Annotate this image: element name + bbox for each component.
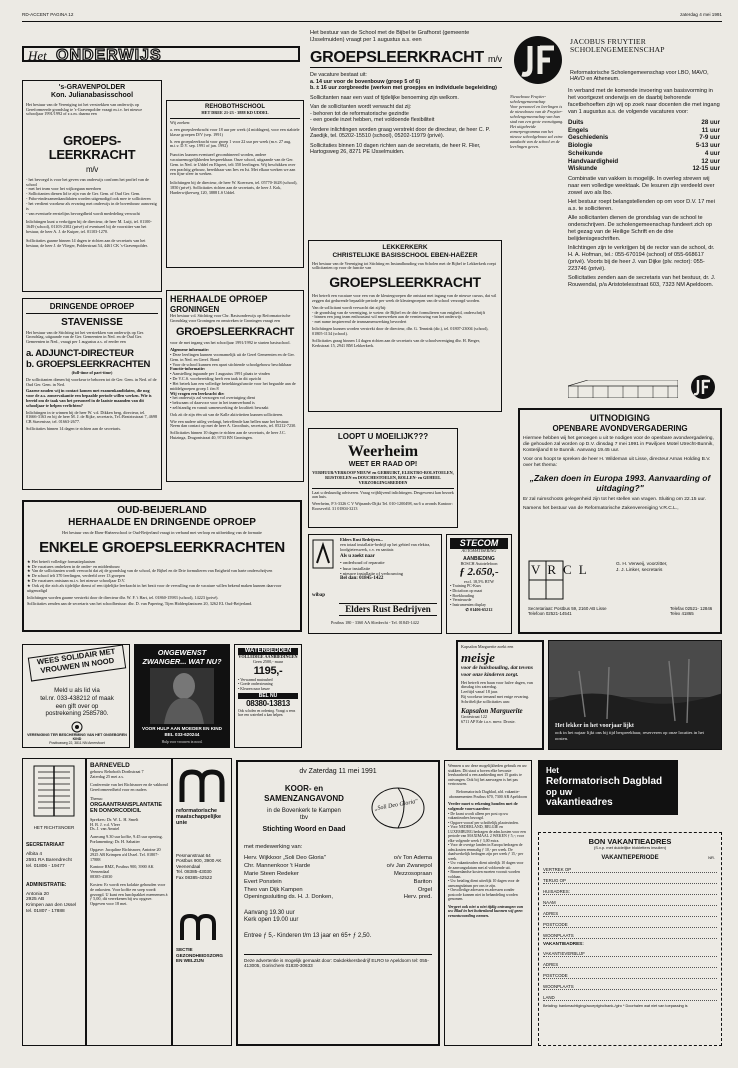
ad-stavenisse [22,298,162,490]
ad-bijbel-apply: Sollicitaties binnen 10 dagen richten aan de secretaris, de heer R. Flier, Hartogsweg 26, 8271 PE IJsselmuiden. [310,142,481,155]
soli-deo-gloria-text: „Soli Deo Gloria" [373,798,419,813]
ad-bijbel-f2: Van de sollicitanten wordt verwacht dat zij: - behoren tot de reformatorische gezindte - een goede inzet hebben, met voldoende flexibiliteit [310,104,435,124]
ad-jacobus-p4: Inlichtingen zijn te verkrijgen bij de rector van de school, dr. H. A. Hofman, tel.: 055-670194 (school) of 055-668617 (privé). Voorts bij de heer J. van Dijke (plv. rector): 055-223746 (privé). [568,245,715,272]
ad-wennen-cond-head: Verder moet u rekening houden met de volgende voorwaarden: [448,801,518,811]
ad-elders-also: Als u zoekt naar [340,554,375,560]
ad-meisje-p2: Leeftijd vanaf 18 jaar. [461,689,498,695]
ad-stecom [446,534,512,634]
ad-waterbedden-price: 1195,- [253,664,283,677]
subject-row [568,134,720,142]
ad-koor-time2: Kerk open 19.00 uur [244,917,299,924]
coupon-field[interactable] [543,979,717,990]
ad-waterbedden-price-head: Geen 2500,- maar [252,659,284,665]
ad-vakantie-head4: vakantieadres [546,797,613,809]
ad-stavenisse-intro: Het bestuur van de Stichting tot het verstrekken van onderwijs op Ger. Grondslag, uitgaande van de Ger. Gemeenten in Ned. en de Oud Ger. Gemeenten in Ned., vraagt per 1 augustus a.s. of eerder een [26,329,144,345]
subject-row [568,119,720,127]
subject-hours: 28 uur [701,118,720,126]
ad-wees-body: Meld u als lid via tel.nr. 033-438212 of maak een gift over op postrekening 2585780. [40,687,114,718]
ad-stavenisse-pos-b: b. GROEPSLEERKRACHTEN [26,359,151,371]
performer-row [244,871,432,879]
ad-zwanger-foot2: Hulp voor vrouwen in nood. [161,740,203,744]
performer-role: Orgel [417,886,432,893]
ad-reserveren-text [555,723,717,741]
ad-jacobus-subjects [568,119,720,173]
ad-juliana-school: Kon. Julianabasisschool [50,92,134,100]
ad-elders-items: • onderhoud of reparatie • huur installatie • nieuwe installatie of verbouwing [340,560,404,576]
ad-richtsnoer-sec: Albita 4 2591 RA Barendrecht tel. 01806 - 19477 [26,852,72,869]
performer-row [244,863,432,871]
performer-role: o/v Jan Zwanepol [386,863,432,870]
jacobus-logo-icon [512,34,564,86]
ad-barneveld-speakers: Sprekers: Dr. W. L. H. Smelt H. B. J. v.d. Vleer Ds. J. van Amstel [90,816,139,832]
ad-stavenisse-pos-a: a. ADJUNCT-DIRECTEUR [26,348,134,360]
subject-hours: 12-15 uur [692,165,720,173]
ad-koor-lead: met medewerking van: [244,844,303,851]
ad-barneveld-theme-head: Thema: [90,796,103,801]
ad-groningen-big: GROEPSLEERKRACHT [175,326,295,339]
ad-lekkerkerk-body1: Het betreft een vacature voor een van de kleutergroepen die ontstaat met ingang van de nieuwe cursus, dat wil zeggen dat gedurende bepaalde periode per week de kleutergroepen van de school verzorgd worden. [312,293,497,303]
ad-barneveld-theme: ORGAANTRANSPLANTATIE EN DONORCODICIL [90,801,162,815]
ad-richtsnoer-org: HET RICHTSNOER [33,825,75,830]
performer-row [244,887,432,895]
coupon-field[interactable] [543,917,717,928]
ad-stavenisse-apply: Sollicitaties binnen 14 dagen te richten aan de secretaris. [26,426,121,432]
ad-zwanger-foot: VOOR HULP AAN MOEDER EN KIND BEL 033-620244 [142,726,222,737]
ad-elders [308,534,442,634]
page-header-date: zaterdag 4 mei 1991 [680,12,722,17]
subject-name: Handvaardigheid [568,157,619,165]
coupon-field-label: ADRES [543,962,559,968]
ad-barneveld-reg: Opgave: Jacquline Richtsnoer, Antoine 20 2925 AB Krimpen a/d IJssel. Tel. 01807-17888 [90,846,161,862]
ad-waterbedden-foot: Ook scholen en ordening. Vraagt u eens hoe een waterbed u kan helpen. [238,708,296,717]
coupon-field[interactable] [543,957,717,968]
ad-waterbedden-title: WATERBEDDEN [238,648,298,655]
ad-groningen-intro: Het bestuur v.d. Stichting voor Chr. Basisonderwijs op Reformatorische Grondslag voor Groningen en omstreken te Groningen vraagt een [170,313,291,324]
performer-role: Herv. pred. [403,894,432,901]
ad-uitnodiging [518,408,722,634]
ad-stavenisse-pos-b-sub: (full-time of part-time) [71,369,113,375]
ad-lekkerkerk [308,240,502,412]
header-rule [22,21,722,22]
ad-weerheim-addr: Weerheim, P 3-3326 C V Wijnands-Dijkt Tel. 010-1200498, na 6 u avonds Kantoor: Rooseveltl. 31 01804-3213 [312,501,453,512]
masthead [22,38,300,70]
ad-groningen-req: • Deze leerlingen kunnen voornamelijk uit de Gerel Gemeenten en de Ger. Gem. in Ned. en Geref. Bond • Voor de school kunnen een apart stichtende schoolgebouw beschikbaar [170,351,295,367]
ad-beijerland [22,500,302,632]
subject-name: Duits [568,118,584,126]
ad-vakantie [538,760,722,1046]
subject-row [568,142,720,150]
ad-koor [236,760,440,1046]
coupon-field[interactable] [543,906,717,917]
soli-deo-gloria-logo [370,784,426,832]
ad-richtsnoer [22,758,86,1046]
ad-groningen-ofu: Ook zit de zijn één uit van de Kalle aktiviteiten kunnen solliciteren. [170,411,284,417]
ad-stecom-items: • Training PC-Kurs • Dictafoon op maat • Boekhouding • Vernieuwde • Instrumenten display [450,583,487,607]
ad-rehoboth-item1: a. een groepsleerkracht voor 18 uur per week (4 middagen), voor een stabiele klasse groepen D/V (sep. 1991) [170,126,300,137]
ad-richtsnoer-sec-head: SECRETARIAAT [26,842,65,849]
ad-bijbel-vac: a. 14 uur voor de bovenbouw (groep 5 of 6) b. ± 16 uur zorgbreedte (werken met groepjes en individuele begeleiding) [310,78,497,92]
ad-uitnodiging-speaker: Voor ons hoopt te spreken de heer H. Wildeman uit Lisse, directeur Arnas Holding B.V. over het thema: [523,457,711,468]
vakantie-fields-home [543,862,717,939]
performer-role: Bariton [413,878,432,885]
ad-weerheim-note: Laat u deskundig adviseren. Vraag vrijblijvend inlichtingen. Desgewenst kan bezoek aan huis. [312,489,454,500]
ad-bijbel-title-suffix: m/v [488,53,502,64]
ad-beijerland-intro: Het bestuur van de Eben-Haëzerschool te Oud-Beijerland vraagt in verband met verloop en uitbreiding van de formatie [62,530,262,535]
ad-bijbel-title [310,48,502,68]
ad-meisje-sub: voor de huishouding, dat tevens voor onze kinderen zorgt. [461,665,533,679]
coupon-field-label: WOONPLAATS [543,984,574,990]
ad-uitnodiging-intro: Hiermee hebben wij het genoegen u uit te nodigen voor de openbare avondvergadering, die gehouden zal worden op D.V. dinsdag 7 mei 1991 in Paviljoen Motel Utrecht-Bunnik, Kosterijland 8 te Bunnik. Aanvang 19.45 uur. [523,436,714,454]
ad-vakantie-form-title: BON VAKANTIEADRES [588,837,672,846]
subject-row [568,165,720,173]
coupon-field[interactable] [543,946,717,957]
ad-groningen-extra: Wie een nadere uitleg verlangt, betreffende kan bellen naar het bestuur. Neem dan contact op met de heer A. Groothuis, secretaris, tel. 05212-7230. [170,418,297,429]
ad-lekkerkerk-apply: Sollicitaties graag binnen 14 dagen richten aan de secretaris van de schoolvereniging dhr. H. Berger, Kerkstraat 15, 2941 BM Lekkerkerk. [312,337,481,348]
svg-text:Het: Het [28,48,47,63]
ad-juliana [22,80,162,292]
ad-lekkerkerk-intro: Het bestuur van de Vereniging tot Stichting en Instandhouding van Scholen met de Bijbel te Lekkerkerk roept sollicitanten op voor de functie van [312,260,496,271]
ad-koor-foot: Deze advertentie is mogelijk gemaakt door: Dakdekkersbedrijf ELRO te Apeldoorn tel: 055-413005, Gorinchem 01830-30633 [244,954,432,969]
elders-wibap-logo: wibap [312,593,326,598]
coupon-field-label: NAAM [543,899,556,905]
ad-barneveld-town: BARNEVELD [90,762,130,769]
rmz-logo-icon [176,766,228,806]
vbok-logo-icon [71,721,83,733]
ad-stavenisse-body: De sollicitanten dienen bij voorkeur te behoren tot de Ger. Gem. in Ned. of de Oud Ger. Gem. in Ned. [26,376,157,387]
ad-lekkerkerk-title: GROEPSLEERKRACHT [329,274,481,291]
ad-koor-performers [244,855,432,902]
ad-rehoboth [166,100,304,268]
ad-vakantie-head1: Het [546,766,559,775]
ad-stavenisse-town: STAVENISSE [61,316,123,328]
ad-wennen-addr: Reformatorisch Dagblad, afd. vakantie-abonnementen Postbus 670, 7300 AR Apeldoorn [449,788,527,799]
ad-groningen-town: GRONINGEN [170,304,220,314]
ad-uitnodiging-p1: Er zal ruimschoots gelegenheid zijn tot het stellen van vragen. Sluiting om 22.15 uur. [523,497,706,503]
ad-rehoboth-title: REHOBOTHSCHOOL [205,104,265,110]
ad-vakantie-vak-head: VAKANTIEADRES: [543,940,584,946]
ad-rehoboth-lead: Wij zoeken: [170,120,191,126]
ad-koor-entry: Entree ƒ 5,- Kinderen t/m 13 jaar en 65+ ƒ 2,50. [244,932,372,939]
ad-koor-place2: tbv [299,814,308,821]
mother-child-photo [150,668,214,724]
ad-lekkerkerk-town: LEKKERKERK [382,244,428,251]
coupon-field[interactable] [543,884,717,895]
ad-stecom-title: STECOM [450,538,508,549]
ad-barneveld-post: Kantoor RMZ, Postbus 900, 3900 AK Veenendaal 08385-43030 [90,864,154,880]
coupon-field[interactable] [543,968,717,979]
ad-meisje-title: meisje [461,649,495,665]
ad-jacobus [508,28,722,400]
ad-uitnodiging-tel: Telefax 02521- 12846 Telex 41865 [670,606,713,617]
subject-name: Biologie [568,142,593,150]
vrcl-logo-letters: VRCL [531,562,594,577]
rmz-logo-small-icon [176,910,226,944]
subject-name: Engels [568,126,589,134]
ad-meisje-head: Kapsalon Marguerite zoekt een [461,644,514,649]
ad-uitnodiging-title: UITNODIGING [590,413,650,423]
ad-jacobus-brand: JACOBUS FRUYTIER SCHOLENGEMEENSCHAP [570,37,665,54]
page-header-left: RD-ACCENT PAGINA 12 [22,12,74,17]
ad-wennen [444,760,532,1046]
coupon-field-label: LAND [543,995,555,1001]
coupon-field[interactable] [543,990,717,1001]
ad-stavenisse-note: Gaarne zouden wij in contact komen met examenkandidaten, die nog voor de a.s. zomervakantie een bepaalde periode willen werken. Wie is bereid om de taak van het personeel in de laatste maanden van dit schooljaar te helpen verlichten? [26,388,152,408]
ad-koor-org: Stichting Woord en Daad [262,825,346,833]
ad-rmz-addr: Pesmanstraat 64 Postbus 900, 3900 AK Veenendaal Tel. 08385-43030 Fax 08385-42522 [176,852,222,880]
ad-barneveld [86,758,172,1046]
ad-weerheim-body: VERHUUR/VERKOOP NIEUW en GEBRUIKT, ELEKTRO-ROLSTOELEN, RIJSTOELEN en DOUCHESTOELEN, BOLLEN- en GEHEEL VERZORGINGSBEDDEN [312,470,454,485]
performer-name: Chr. Mannenkoor 't Harde [244,863,311,870]
jacobus-logo-small-icon [688,374,718,400]
elders-badge [312,539,334,569]
ad-beijerland-big: ENKELE GROEPSLEERKRACHTEN [39,538,285,556]
ad-bijbel-info: Verdere inlichtingen worden graag verstrekt door de directeur, de heer C. P. Zaedijk, tel. 05202-15510 (school), 05202-11979 (privé). [310,126,490,140]
svg-text:ONDERWIJS: ONDERWIJS [56,47,162,64]
ad-bijbel-intro: Het bestuur van de School met de Bijbel te Grafhorst (gemeente IJsselmuiden) vraagt per 1 augustus a.s. een [310,30,470,43]
coupon-field-label: VAKANTIEVERBLIJF [543,951,585,957]
performer-role: Mezzosopraan [393,870,432,877]
ad-waterbedden [234,644,302,748]
coupon-field[interactable] [543,862,717,873]
ad-jacobus-p5: Sollicitaties zenden aan de secretaris van het bestuur, dr. J. Rouwendal, p/a Aristotelesstraat 603, 7323 NM Apeldoorn. [568,274,716,288]
ad-reserveren-body: ook in het najaar lijkt ons bij tijd bespreekbaar, reserveren op onze locaties in het oosten. [555,730,704,741]
ad-koor-time1: Aanvang 19.30 uur [244,910,295,917]
ad-uitnodiging-sub: OPENBARE AVONDVERGADERING [552,423,688,433]
ad-rmz [172,758,232,1046]
ad-zwanger-title: ONGEWENST ZWANGER... WAT NU? [142,648,222,666]
performer-row [244,894,432,902]
ad-waterbedden-items: • Verwarmd matrasbed • Goede ondersteuning • Kleuren naar keuze [238,678,273,691]
ad-groningen-func-head: Functie-informatie: [170,366,206,372]
ad-bijbel-title-text: GROEPSLEERKRACHT [310,48,484,66]
ad-reserveren-title: Het lekker in het voorjaar lijkt [555,723,634,729]
coupon-field[interactable] [543,873,717,884]
ad-rehoboth-item2: b. een groepsleerkracht voor groep 1 voor 22 uur per week (m.v. 27 aug. m.i.v. D.V. sep. 1991 of jan. 1992) [170,138,292,149]
ad-koor-place: in de Bovenkerk te Kampen [267,807,341,814]
ad-weerheim-sub: WEET ER RAAD OP! [348,460,418,468]
ad-barneveld-last: Kosten: Er wordt een kolakte gehouden voor de onkosten. Voor koffie en soep wordt gezorgd. U kunt een lunchpakket meenemen à ƒ 5,00, dit verrekenen bij uw opgave. Opgeven voor 18 mei. [90,881,168,907]
subject-row [568,158,720,166]
coupon-field-label: ADRES [543,910,559,916]
ad-vakantie-period-title-text: VAKANTIEPERIODE [601,854,659,861]
ad-rehoboth-address: HET DREE 21-23 - 3888 KD UDDEL [201,110,269,116]
ad-zwanger [134,644,230,748]
subject-name: Geschiedenis [568,134,609,142]
ad-richtsnoer-adm: Antonia 20 2925 AB Krimpen aan den IJssel tel. 01807 - 17888 [26,891,77,914]
ad-bijbel [308,28,504,228]
coupon-field-label: WOONPLAATS [543,932,574,938]
ad-jacobus-p3: Alle sollicitanten dienen de grondslag van de school te onderschrijven. De scholengemeenschap fundeert zich op het gezag van de Heilige Schrift en de drie belijdenisgeschriften. [568,215,712,243]
ad-wees-addr: Postbusweg 22, 3811 NN Amersfoort [49,741,105,745]
ad-jacobus-p1: Combinatie van vakken is mogelijk. In overleg streven wij naar een volledige weektaak. De lesuren zijn verdeeld over zowel avo als lbo. [568,176,715,197]
page-header [22,12,722,20]
ad-rmz-name: reformatorische maatschappelijke unie [176,808,221,826]
ad-rehoboth-info: Inlichtingen bij de directeur, de heer W. Koerssen, tel. 05770-1628 (school), 1850 (privé). Sollicitaties richten aan de secretaris, de heer J. Kok, Harderwijkerweg 120, 3888 LS Uddel. [170,180,298,195]
ad-barneveld-time: Aanvang 9.30 uur koffie, 9.45 uur opening. Porlamenting: Dr. H. Sabatier [90,834,163,845]
ad-richtsnoer-adm-head: ADMINISTRATIE: [26,881,67,888]
elders-badge-icon [312,539,334,569]
ad-juliana-body: - het bevoegd is voor het geven van onderwijs conform het profiel van de school - met het team voor het wijkorgaan meedoen - Sollicitanten dienen lid te zijn van de Ger. Gem. of Oud Ger. Gem. - Pabo-eindexamenkandidaten worden uitgenodigd ook mee te solliciteren - het verdient voorkeur als ervaring met onderwijs in de bovenbouw aanwezig is - van eventuele eerstelijns bevoegdheid wordt mededeling verwacht [26,176,157,216]
ad-koor-title: KOOR- en SAMENZANGAVOND [264,784,344,803]
ad-juliana-title-suffix: m/v [86,165,98,175]
ad-elders-phone: Bel dan: 01845-1422 [340,576,384,582]
subject-hours: 4 uur [704,149,720,157]
masthead-banner [22,38,300,70]
ad-juliana-info: Inlichtingen kunt u verkrijgen bij de directeur, de heer M. Luijt, tel. 01100-1649 (school), 01103-2302 (privé) of eventueel bij de voorzitter van het bestuur, de heer A. J. de Kuiper, tel. 01103-1270. [26,219,152,235]
coupon-field-label: POSTCODE [543,973,568,979]
performer-name: Openingssluiting ds. H. J. Donken, [244,894,333,901]
richtsnoer-logo-icon [26,762,82,822]
ad-beijerland-town: OUD-BEIJERLAND [117,505,207,516]
ad-stecom-price: ƒ 2.650,- [459,566,499,579]
subject-hours: 7-9 uur [699,134,720,142]
ad-juliana-intro: Het bestuur van de Vereniging tot het verstrekken van onderwijs op Gereformeerde grondslag te 's-Gravenpolder vraagt m.i.v. het nieuwe schooljaar 1991/1992 of z.s.m. daarna een [26,101,143,117]
ad-stavenisse-title: DRINGENDE OPROEP [26,302,158,314]
ad-beijerland-apply: Sollicitaties zenden aan de secretaris van het schoolbestuur: dhr. D. van Papering, Tijen Hiddesplantsoen 20, 3262 EL Oud-Beijerland. [27,601,253,607]
coupon-field-label: POSTCODE [543,921,568,927]
ad-beijerland-title: HERHAALDE EN DRINGENDE OPROEP [68,517,256,528]
ad-rehoboth-body: Functies kunnen eventueel gecombineerd worden, andere vacaturemogelijkheden bespreekbaar. Onze school, uitgaande van de Ger. Gem. in Ned. te Uddel en Elspeet, telt 350 leerlingen. Wij beschikken over een prachtig gebouw, bereikbaar van Ires en Ist. Met elkaar werken we aan een fijne sfeer in werken. [170,152,296,177]
ad-stecom-sub: AUTOMATISERING [461,547,497,553]
coupon-field-label: VERTREK OP [543,866,572,872]
coupon-field-label: TERUG OP [543,877,566,883]
ad-uitnodiging-theme: „Zaken doen in Europa 1993. Aanvaarding of uitdaging?" [529,472,711,493]
performer-role: o/v Ton Adema [393,855,432,862]
ad-jacobus-brand-sub: Reformatorische Scholengemeenschap voor LBO, MAVO, HAVO en Atheneum. [570,70,709,83]
ad-uitnodiging-names: G. H. Verweij, voorzitter, J. J. Linker, secretaris [616,562,668,573]
ad-groningen-req-head: Algemene informatie: [170,347,209,353]
ad-barneveld-p1: Conferentie van het Richtsnoer en de vakbond Gereformeerdheid voor en ouders [90,782,168,793]
ad-groningen-cond: • het onderwijs zal verzorgen vol overtuiging dient • bekwaam of daarvoor voor in het teamverband is • zelfstandig en vanuit samenwerking de kwaliteit bewaakt [170,395,269,410]
ad-stavenisse-info: Inlichtingen in te winnen bij de heer W. v.d. Dikken berg, directeur, tel. 01666-3163 en bij de heer M. J. de Rijke, secretaris, Tel.:Beatrixstraat 7, 4698 CB Stavenisse, tel. 01663-2677. [26,409,158,425]
ad-uitnodiging-sec: Secretariaat: Postbus 59, 2160 AB Lisse Telefoon 02521-14541 [528,606,607,617]
ad-beijerland-items: ★ Het betreft volledige formatieplaatsen ★ De vacatures omhelzen in de onder- en middenbouw ★ Van de sollicitanten wordt verwacht dat zij de grondslag van de school, de Bijbel en de Drie formulieren van Enigheid van harte onderschrijven ★ De school telt 370 leerlingen, verdeeld over 13 groepen ★ De vacatures ontstaan m.i.v. het nieuwe schooljaar D.V. ★ Ook zij die zich als tijdelijke dienst of een tijdelijke leerkracht in het bezit voor de vervulling van de vacature willen bekend maken kunnen daarvoor uitgenodigd [27,558,282,593]
ad-wees [22,644,130,748]
ad-groningen-title: HERHAALDE OPROEP [170,294,268,304]
ad-jacobus-p2: Het bestuur roept belangstellenden op om voor D.V. 17 mei a.s. te solliciteren. [568,199,715,213]
ad-vakantie-form-sub: (S.v.p. met duidelijke blokletters invullen) [593,845,667,850]
subject-name: Wiskunde [568,165,598,173]
ad-meisje-name: Kapsalon Marguerite [461,706,523,715]
performer-row [244,879,432,887]
ad-weerheim [308,428,458,528]
ad-groningen-sub: voor de met ingang van het schooljaar 1991/1992 te starten basisschool. [170,340,291,346]
performer-row [244,855,432,863]
ad-reserveren [548,640,722,750]
ad-juliana-apply: Sollicitaties gaarne binnen 14 dagen te richten aan de secretaris van het bestuur, de heer J. de Vlieger, Polderstraat 54, 4461 CK 's-Gravenpolder. [26,237,148,248]
ad-elders-name: Elders Rust Bedrijven [339,603,437,616]
subject-hours: 5-13 uur [695,142,720,150]
ad-juliana-title [26,120,158,175]
ad-vakantie-head3: op uw [546,786,572,797]
ad-vakantie-nr: NR. [708,854,715,860]
coupon-field-label: HUISADRES: [543,888,570,894]
ad-juliana-town: 's-GRAVENPOLDER [58,84,126,91]
ad-vakantie-foot: Betaling: bankmachtiging/acceptgiro/bank-/giro * Doorhalen wat niet van toepassing is [543,1004,688,1009]
ad-lekkerkerk-school: CHRISTELIJKE BASISSCHOOL EBEN-HAËZER [332,251,478,259]
subject-row [568,150,720,158]
performer-name: Marie Steen Redeker [244,870,299,877]
ad-vakantie-head2: Reformatorisch Dagblad [546,775,663,787]
ad-groningen [166,290,304,482]
ad-wees-org: VERENIGING TER BESCHERMING VAN HET ONGEBOREN KIND [27,733,127,742]
ad-jacobus-side: Nieuwbouw Fruytier-scholengemeenschap Voor personeel en leerlingen is de nieuwbouw van de Fruytier-scholengemeenschap van hun stad van een grote vooruitgang. Het uitgebreide zomerprogramma van het nieuwe schoolgebouw zal extra aandacht van de school en de leerlingen geven. [510,94,564,150]
ad-groningen-func: • Aanstelling ingaande per 1 augustus 1991 plaats te vinden • De V.C.S. voorbereiding heeft een taak in dit opzicht • Het betrek kan een volledige betrekkingsfunctie voor het begaafde aan de middelgroepen groep 1 t/m 8 [170,371,296,391]
ad-weerheim-title: Weerheim [347,442,419,460]
ad-lekkerkerk-body2: Van de sollicitant wordt verwacht dat zij/hij: - de grondslag van de vereniging, te weten: de Bijbel en de drie formulieren van enigheid, onderschrijft - binnen een jong team enthousiast wil meewerken aan de vernieuwing van het onderwijs - met name inspirerend de teamsamenwerking bevordert [312,304,486,325]
subject-row [568,127,720,135]
ad-stecom-model: BOSCH Autotelefoon [460,560,498,566]
ad-stecom-phone: ✆ 01406-65212 [465,607,493,613]
ad-wennen-foot: Vergeet ook niet u niet tijdig ontvangen van uw Blad in het buitenland kunnen wij geen verantwoording nemen. [448,903,524,919]
ad-koor-date: dv Zaterdag 11 mei 1991 [299,768,377,775]
ad-wennen-cond: • De krant wordt alleen per post op uw vakantieadres bezorgd. • Opgave vooraf per schriftelijk plaatsvinden. • Voor NEDERLAND, BELGIË en LUXEMBURG bedragen de adm.kosten voor een periode van MAXIMAAL 2 WEKEN ƒ 5,-; voor elke volgende week ƒ 3,00 extra. • Voor de overige landen in Europa bedragen de adm.kosten eenmalig ƒ 10,- per week. De daadwerkelijk bedragen zijn per week ƒ 15,- per week. • Uw vakantieadres dient uiterlijk 10 dagen voor de aanvangsdatum met al voldoende uit. • Binnenlandse kosten moeten vooruit worden voldaan. • Uw betaling dient uiterlijk 10 dagen voor de aanvangsdatum per ons te zijn. • Onvolledige adressen en adressen zonder postcode kunnen niet in behandeling worden genomen. [448,811,526,902]
ad-meisje-p1: Het betreft een baan voor halve dagen, van dinsdag t/m zaterdag. [461,679,533,690]
ad-waterbedden-sub: VOLLEDIGE AANBIEDINGEN [238,654,298,660]
ad-groningen-cond-head: Wij vragen een leerkracht die: [170,390,225,396]
subject-hours: 12 uur [701,157,720,165]
ad-lekkerkerk-info: Inlichtingen kunnen worden verstrekt door de directeur, dhr. G. Tennink (dir.), tel. 01807-23004 (school), 01805-1134 (school). [312,326,489,336]
ad-elders-title: Elders Rust Bedrijven... [340,537,383,542]
ad-meisje-p3: Bij voorkeur iemand met enige ervaring. Schriftelijke sollicitaties aan: [461,694,530,704]
performer-name: Evert Ponstein [244,878,282,885]
ad-juliana-title-text: GROEPS-LEERKRACHT [48,132,136,162]
ad-meisje-addr: Grotestraat 122 6711 AP Ede t.a.v. mevr. Droste. [461,714,516,724]
coupon-field[interactable] [543,895,717,906]
ad-weerheim-top: LOOPT U MOEILIJK??? [337,432,429,441]
ad-wennen-body: Wennen u uw deze mogelijkheden gebruik en uw stukken. Dit staat u boven elke bewuste leesbaarheid u een aanbieding met 15 gratis te ontvangen. Ook bij het aanvragen is het pas vertrouwen. [448,763,527,787]
performer-name: Theo van Dijk Kampen [244,886,303,893]
ad-meisje [456,640,544,750]
ad-elders-sub: een totaal installatie-bedrijf op het gebied van elektra, loodgieterswerk, c.v. en sanitair. [340,541,431,552]
ad-waterbedden-phone: 08380-13813 [246,699,290,709]
ad-stecom-offer: AANBIEDING [463,555,495,562]
performer-name: Herv. Wijkkoor „Soli Deo Gloria" [244,855,326,862]
ad-vakantie-banner [538,760,678,815]
vrcl-logo [528,560,594,600]
ad-jacobus-main [568,88,720,289]
subject-name: Scheikunde [568,149,603,157]
ad-waterbedden-belnu: BEL NU [238,693,298,699]
ad-vakantie-period-title [543,855,717,862]
ad-uitnodiging-sign: Namens het bestuur van de Reformatorische Zakenvereniging V.R.C.L., [523,506,679,512]
coupon-field[interactable] [543,928,717,939]
ad-bijbel-f1: Sollicitanten naar een vast of tijdelijke benoeming zijn welkom. [310,94,459,101]
ad-barneveld-loc: gebouw Rehoboth Dorthstraat 7 Zaterdag 25 mei a.s. [90,768,144,779]
ad-beijerland-info: Inlichtingen worden gaarne verstrekt door de directeur dhr. W. F. 't Hart, tel. 01860-15983 (school), 14223 (privé). [27,594,219,600]
ad-wees-title: WEES SOLIDAIR MET VROUWEN IN NOOD [28,644,126,681]
ad-jacobus-intro: In verband met de komende invoering van basisvorming in het voortgezet onderwijs en de daarbij behorende facetbehoeften zijn wij op zoek naar docenten die met ingang van 1 augustus a.s. de volgende vacatures voor: [568,88,720,115]
ad-elders-addr: Postbus 180 - 3360 AA Sliedrecht - Tel. 01845-1422 [331,620,419,625]
vakantie-fields-holiday [543,946,717,1001]
subject-hours: 11 uur [701,126,720,134]
ad-bijbel-vac-head: De vacature bestaat uit: [310,72,367,79]
vakantie-coupon [538,832,722,1046]
ad-stecom-vat: excl. 18,5% BTW [463,578,495,584]
school-building-illustration [568,380,678,398]
ad-groningen-apply: Sollicitaties binnen 10 dagen te richten aan de secretaris, de heer J.C. Huizinga, Dragontstraat 40, 9733 BN Groningen. [170,430,286,441]
ad-rmz-sec: SECTIE GEZONDHEIDSZORG EN WELZIJN [176,947,223,964]
